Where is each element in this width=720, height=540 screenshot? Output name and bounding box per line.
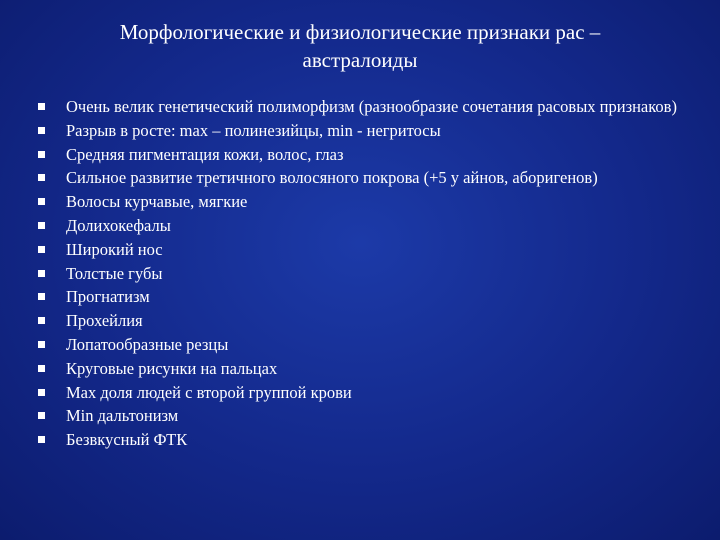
list-item-text: Прогнатизм bbox=[66, 287, 150, 307]
square-bullet-icon bbox=[38, 103, 45, 110]
square-bullet-icon bbox=[38, 341, 45, 348]
square-bullet-icon bbox=[38, 389, 45, 396]
list-item-text: Безвкусный ФТК bbox=[66, 430, 188, 450]
list-item-text: Сильное развитие третичного волосяного покрова (+5 у айнов, аборигенов) bbox=[66, 168, 598, 188]
square-bullet-icon bbox=[38, 412, 45, 419]
slide-title-line-1: Морфологические и физиологические признаки рас – bbox=[119, 20, 601, 44]
list-item bbox=[38, 146, 688, 164]
list-item-text: Лопатообразные резцы bbox=[66, 334, 229, 354]
list-item bbox=[38, 193, 688, 211]
list-item-text: Долихокефалы bbox=[66, 215, 171, 235]
list-item bbox=[38, 98, 688, 116]
square-bullet-icon bbox=[38, 174, 45, 181]
list-item bbox=[38, 241, 688, 259]
list-item-text: Круговые рисунки на пальцах bbox=[66, 358, 278, 378]
list-item bbox=[38, 265, 688, 283]
list-item bbox=[38, 360, 688, 378]
list-item bbox=[38, 217, 688, 235]
list-item-text: Волосы курчавые, мягкие bbox=[66, 192, 248, 212]
list-item-text: Max доля людей с второй группой крови bbox=[66, 382, 352, 402]
list-item bbox=[38, 407, 688, 425]
list-item-text: Средняя пигментация кожи, волос, глаз bbox=[66, 144, 344, 164]
square-bullet-icon bbox=[38, 270, 45, 277]
slide-title-line-2: австралоиды bbox=[302, 48, 418, 72]
square-bullet-icon bbox=[38, 246, 45, 253]
list-item bbox=[38, 336, 688, 354]
bullet-list bbox=[38, 98, 688, 455]
square-bullet-icon bbox=[38, 151, 45, 158]
list-item-text: Прохейлия bbox=[66, 311, 143, 331]
list-item bbox=[38, 384, 688, 402]
square-bullet-icon bbox=[38, 317, 45, 324]
list-item bbox=[38, 169, 688, 187]
square-bullet-icon bbox=[38, 222, 45, 229]
list-item bbox=[38, 288, 688, 306]
list-item bbox=[38, 122, 688, 140]
list-item-text: Разрыв в росте: max – полинезийцы, min - негритосы bbox=[66, 120, 441, 140]
list-item-text: Толстые губы bbox=[66, 263, 163, 283]
slide-title bbox=[40, 18, 680, 74]
square-bullet-icon bbox=[38, 198, 45, 205]
list-item bbox=[38, 431, 688, 449]
square-bullet-icon bbox=[38, 365, 45, 372]
square-bullet-icon bbox=[38, 293, 45, 300]
list-item bbox=[38, 312, 688, 330]
list-item-text: Min дальтонизм bbox=[66, 406, 179, 426]
list-item-text: Широкий нос bbox=[66, 239, 163, 259]
square-bullet-icon bbox=[38, 436, 45, 443]
list-item-text: Очень велик генетический полиморфизм (разнообразие сочетания расовых признаков) bbox=[66, 97, 677, 116]
square-bullet-icon bbox=[38, 127, 45, 134]
